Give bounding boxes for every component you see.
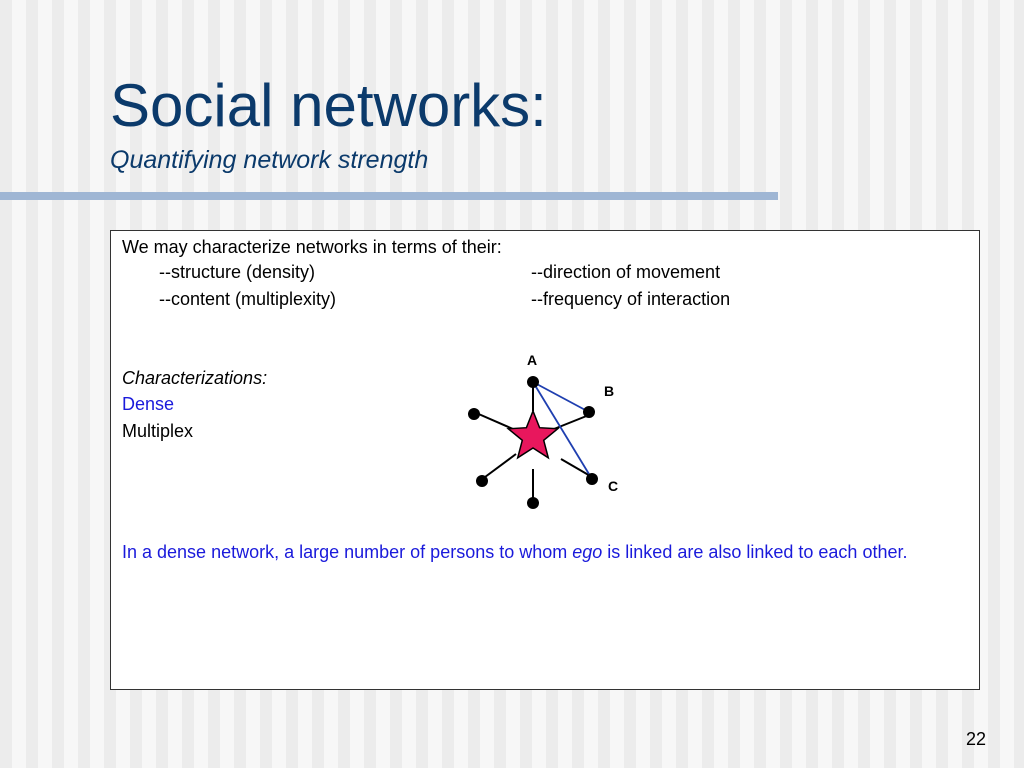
node-label-c: C bbox=[608, 478, 619, 494]
title-divider bbox=[0, 192, 778, 200]
note-text-after: is linked are also linked to each other. bbox=[602, 542, 908, 562]
item-direction: --direction of movement bbox=[531, 262, 721, 282]
node-a bbox=[527, 376, 539, 388]
dense-network-note bbox=[122, 541, 999, 563]
spoke-lower-left bbox=[481, 454, 516, 480]
spoke-c bbox=[561, 459, 592, 477]
note-text-before: In a dense network, a large number of persons to whom bbox=[122, 542, 573, 562]
dense-label: Dense bbox=[122, 394, 175, 414]
ego-star-icon bbox=[508, 411, 557, 458]
content-box bbox=[110, 230, 980, 690]
node-b bbox=[583, 406, 595, 418]
network-diagram bbox=[451, 341, 651, 521]
slide-title: Social networks: bbox=[110, 72, 547, 139]
node-label-a: A bbox=[527, 352, 538, 368]
node-bottom bbox=[527, 497, 539, 509]
spoke-b bbox=[554, 415, 589, 429]
slide-subtitle: Quantifying network strength bbox=[110, 146, 429, 174]
multiplex-label: Multiplex bbox=[122, 421, 194, 441]
page-number: 22 bbox=[966, 729, 987, 749]
characterizations-label: Characterizations: bbox=[122, 368, 268, 388]
node-c bbox=[586, 473, 598, 485]
note-ego: ego bbox=[572, 542, 603, 562]
intro-text: We may characterize networks in terms of their: bbox=[122, 237, 502, 257]
item-content: --content (multiplexity) bbox=[159, 289, 337, 309]
item-frequency: --frequency of interaction bbox=[531, 289, 731, 309]
node-label-b: B bbox=[604, 383, 615, 399]
item-structure: --structure (density) bbox=[159, 262, 316, 282]
node-left bbox=[468, 408, 480, 420]
node-lower-left bbox=[476, 475, 488, 487]
